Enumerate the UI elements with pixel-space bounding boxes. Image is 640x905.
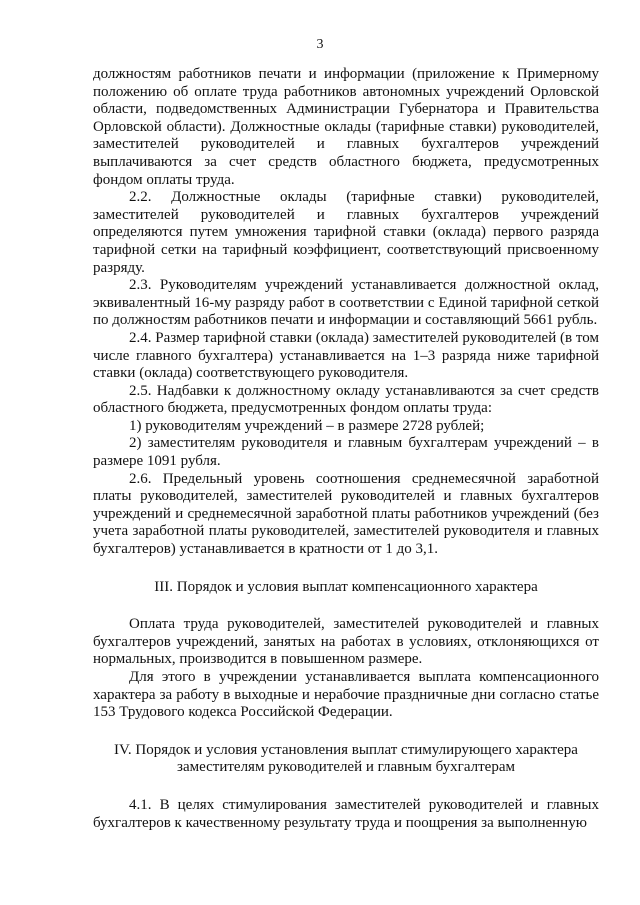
paragraph-intro: должностям работников печати и информации (приложение к Примерному положению об оплате труда работников автономных учреждений Орловской области, подведомственных Администрации Губернатора и Правительства Орловской области). Должностные оклады (тарифные ставки) руководителей, заместителей руководителей и главных бухгалтеров учреждений выплачиваются за счет средств областного бюджета, предусмотренных фондом оплаты труда.: [93, 66, 599, 188]
paragraph-2-3: 2.3. Руководителям учреждений устанавливается должностной оклад, эквивалентный 16-му разряду работ в соответствии с Единой тарифной сеткой по должностям работников печати и информации и составляющий 5661 рубль.: [93, 277, 599, 329]
paragraph-4-1: 4.1. В целях стимулирования заместителей руководителей и главных бухгалтеров к качественному результату труда и поощрения за выполненную: [93, 796, 599, 831]
section-heading-4: [93, 742, 599, 777]
paragraph-3-2: Для этого в учреждении устанавливается выплата компенсационного характера за работу в выходные и нерабочие праздничные дни согласно статье 153 Трудового кодекса Российской Федерации.: [93, 669, 599, 721]
paragraph-2-6: 2.6. Предельный уровень соотношения среднемесячной заработной платы руководителей, заместителей руководителей и главных бухгалтеров учреждений и среднемесячной заработной платы работников учреждений (без учета заработной платы руководителей, заместителей руководителя и главных бухгалтеров) устанавливается в кратности от 1 до 3,1.: [93, 470, 599, 558]
paragraph-3-1: Оплата труда руководителей, заместителей руководителей и главных бухгалтеров учреждений, занятых на работах в условиях, отклоняющихся от нормальных, производится в повышенном размере.: [93, 616, 599, 668]
section-heading-4-line1: IV. Порядок и условия установления выплат стимулирующего характера: [114, 741, 578, 758]
paragraph-2-2: 2.2. Должностные оклады (тарифные ставки) руководителей, заместителей руководителей и главных бухгалтеров учреждений определяются путем умножения тарифной ставки (оклада) первого разряда тарифной сетки на тарифный коэффициент, соответствующий присвоенному разряду.: [93, 189, 599, 276]
spacer: [93, 722, 599, 742]
page-number: 3: [316, 37, 324, 52]
list-item-2-5-2: 2) заместителям руководителя и главным бухгалтерам учреждений – в размере 1091 рубля.: [93, 435, 599, 470]
section-heading-3: III. Порядок и условия выплат компенсационного характера: [154, 578, 538, 595]
spacer: [93, 777, 599, 797]
paragraph-2-4: 2.4. Размер тарифной ставки (оклада) заместителей руководителей (в том числе главного бухгалтера) устанавливается на 1–3 разряда ниже тарифной ставки (оклада) соответствующего руководителя.: [93, 329, 599, 382]
list-item-2-5-1: 1) руководителям учреждений – в размере 2728 рублей;: [129, 417, 485, 434]
section-heading-4-line2: заместителям руководителей и главным бухгалтерам: [177, 759, 515, 776]
document-body: [93, 66, 599, 832]
spacer: [93, 596, 599, 616]
spacer: [93, 559, 599, 579]
paragraph-2-5: 2.5. Надбавки к должностному окладу устанавливаются за счет средств областного бюджета, предусмотренных фондом оплаты труда:: [93, 382, 599, 417]
